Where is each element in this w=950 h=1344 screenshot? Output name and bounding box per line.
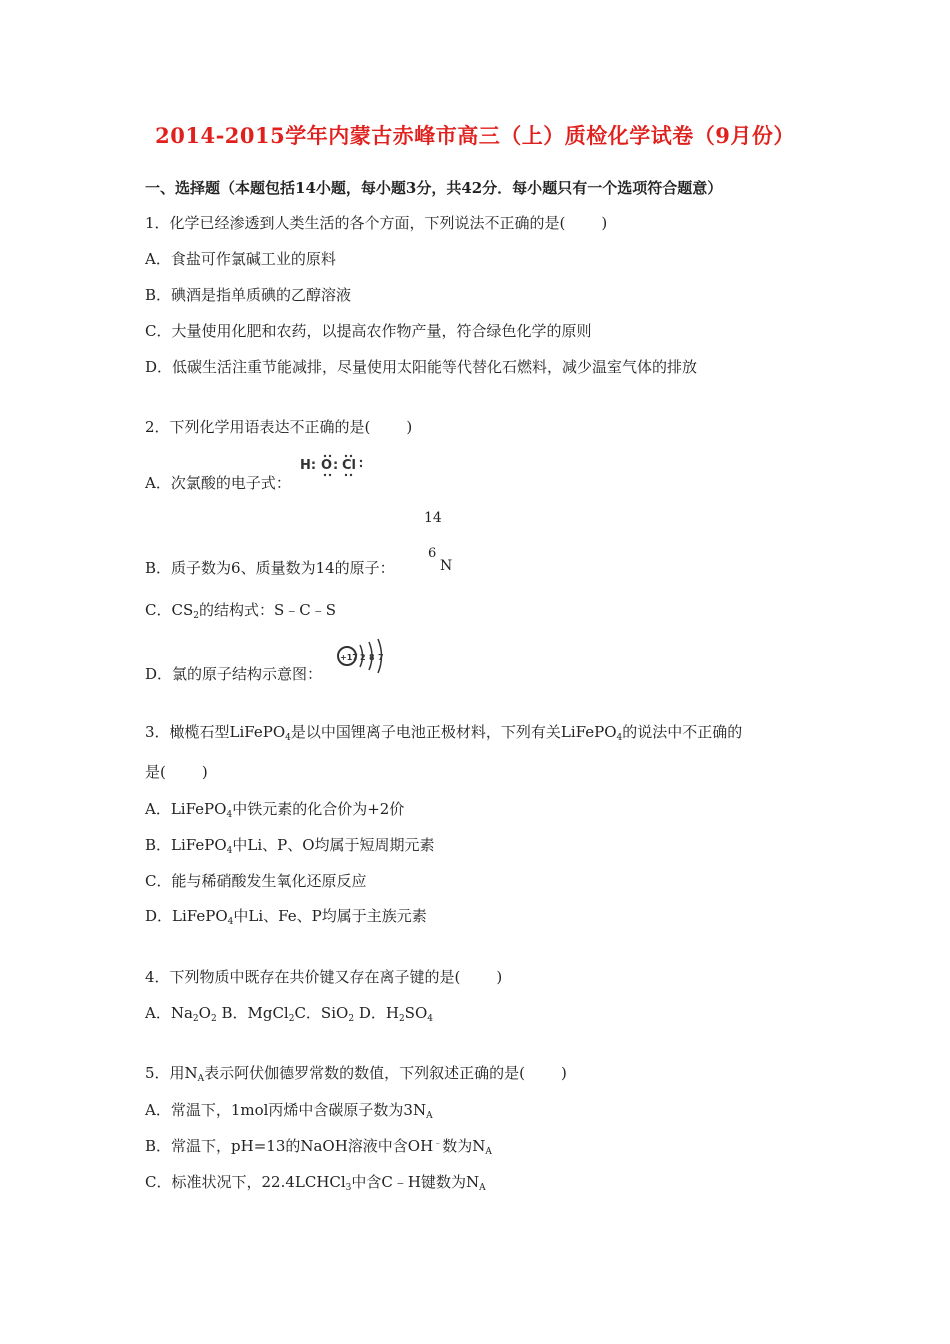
q4d-text-2: SO	[404, 1004, 428, 1022]
q4d-sub-1: 2	[398, 1014, 405, 1024]
q3b-text-2: 中Li、P、O均属于短周期元素	[232, 836, 435, 854]
q5c-sub-2: A	[479, 1183, 486, 1193]
q2c-sub: 2	[193, 611, 199, 621]
q3-sub-1: 4	[285, 733, 291, 743]
q5b-text-2: 数为N	[442, 1137, 486, 1155]
q3-paren: )	[201, 763, 208, 781]
question-4-stem	[145, 967, 502, 987]
q4d-text: D．H	[354, 1004, 399, 1022]
question-1-option-d: D．低碳生活注重节能减排，尽量使用太阳能等代替化石燃料，减少温室气体的排放	[145, 358, 698, 376]
chlorine-atom-diagram-image	[334, 637, 394, 675]
q5b-text-1: B．常温下，pH=13的NaOH溶液中含OH	[145, 1137, 434, 1155]
q3-line2-text: 是(	[145, 763, 166, 781]
q1-stem-text: 1．化学已经渗透到人类生活的各个方面，下列说法不正确的是(	[145, 214, 566, 232]
q5c-text-2: 中含C﹣H键数为N	[351, 1173, 480, 1191]
question-1-option-a: A．食盐可作氯碱工业的原料	[145, 250, 336, 268]
question-5-option-c	[145, 1172, 486, 1192]
q5-text-1: 5．用N	[145, 1064, 198, 1082]
q5b-sub: A	[485, 1147, 492, 1157]
question-1-stem	[145, 213, 607, 233]
svg-text:7: 7	[378, 653, 384, 662]
q3d-text-1: D．LiFePO	[145, 907, 228, 925]
question-2-stem	[145, 417, 412, 437]
q4c-text: C．SiO	[294, 1004, 349, 1022]
question-1-option-c: C．大量使用化肥和农药，以提高农作物产量，符合绿色化学的原则	[145, 322, 592, 340]
question-5-option-b	[145, 1136, 492, 1156]
q5c-text-1: C．标准状况下，22.4LCHCl	[145, 1173, 346, 1191]
question-2-option-b: B．质子数为6、质量数为14的原子：	[145, 559, 395, 577]
q2c-text: C．CS	[145, 601, 194, 619]
question-2-option-d: D．氯的原子结构示意图：	[145, 665, 323, 683]
question-2-option-c	[145, 600, 336, 620]
q3-text-3: 的说法中不正确的	[622, 723, 743, 741]
q5-sub: A	[197, 1074, 205, 1084]
svg-text::: :	[333, 458, 339, 473]
page-title: 2014-2015学年内蒙古赤峰市高三（上）质检化学试卷（9月份）	[155, 123, 795, 148]
q5-text-2: 表示阿伏伽德罗常数的数值，下列叙述正确的是(	[204, 1064, 526, 1082]
svg-text:O: O	[321, 458, 333, 473]
question-3-option-b	[145, 835, 435, 855]
q3a-text-1: A．LiFePO	[145, 800, 227, 818]
question-3-option-c: C．能与稀硝酸发生氧化还原反应	[145, 872, 367, 890]
q2c-text-2: 的结构式：S﹣C﹣S	[198, 601, 336, 619]
isotope-mass-number: 14	[424, 510, 442, 526]
q5c-sub-1: 3	[345, 1183, 352, 1193]
q4b-text: B．MgCl	[216, 1004, 289, 1022]
q2-stem-text: 2．下列化学用语表达不正确的是(	[145, 418, 371, 436]
q4-paren: )	[496, 968, 503, 986]
svg-text:8: 8	[369, 653, 375, 662]
question-2-option-a: A．次氯酸的电子式：	[145, 474, 291, 492]
q5a-text: A．常温下，1mol丙烯中含碳原子数为3N	[145, 1101, 427, 1119]
q3-sub-2: 4	[616, 733, 623, 743]
q4d-sub-2: 4	[427, 1014, 433, 1024]
q4a-sub-2: 2	[210, 1014, 217, 1024]
isotope-symbol: N	[440, 558, 453, 574]
question-4-options	[145, 1003, 433, 1023]
question-3-stem	[145, 722, 742, 742]
q1-paren: )	[601, 214, 608, 232]
q3-text-2: 是以中国锂离子电池正极材料，下列有关LiFePO	[290, 723, 617, 741]
q3d-sub: 4	[227, 917, 234, 927]
q3d-text-2: 中Li、Fe、P均属于主族元素	[233, 907, 427, 925]
q4-stem-text: 4．下列物质中既存在共价键又存在离子键的是(	[145, 968, 461, 986]
svg-text:Cl: Cl	[342, 458, 356, 473]
q3a-sub: 4	[226, 810, 233, 820]
q4c-sub: 2	[348, 1014, 355, 1024]
q2-paren: )	[406, 418, 413, 436]
hclo-electron-formula-image	[298, 453, 374, 479]
question-5-option-a	[145, 1100, 433, 1120]
q5-paren: )	[561, 1064, 567, 1082]
isotope-atomic-number: 6	[428, 546, 437, 561]
question-3-option-d	[145, 906, 427, 926]
svg-text:H:: H:	[300, 458, 317, 473]
q3b-sub: 4	[226, 846, 233, 856]
q4a-text-2: O	[198, 1004, 211, 1022]
question-3-stem-line2	[145, 762, 208, 782]
q5b-sup: ﹣	[433, 1139, 443, 1149]
q4a-sub-1: 2	[192, 1014, 199, 1024]
q4a-text: A．Na	[145, 1004, 193, 1022]
q3b-text-1: B．LiFePO	[145, 836, 227, 854]
svg-text:+17: +17	[340, 653, 358, 662]
question-5-stem	[145, 1063, 567, 1083]
q4b-sub: 2	[288, 1014, 295, 1024]
q3-text-1: 3．橄榄石型LiFePO	[145, 723, 286, 741]
q5a-sub: A	[426, 1111, 433, 1121]
question-3-option-a	[145, 799, 404, 819]
section-heading: 一、选择题（本题包括14小题，每小题3分，共42分．每小题只有一个选项符合题意）	[145, 179, 723, 197]
question-1-option-b: B．碘酒是指单质碘的乙醇溶液	[145, 286, 352, 304]
svg-text:2: 2	[360, 653, 366, 662]
q3a-text-2: 中铁元素的化合价为+2价	[232, 800, 405, 818]
